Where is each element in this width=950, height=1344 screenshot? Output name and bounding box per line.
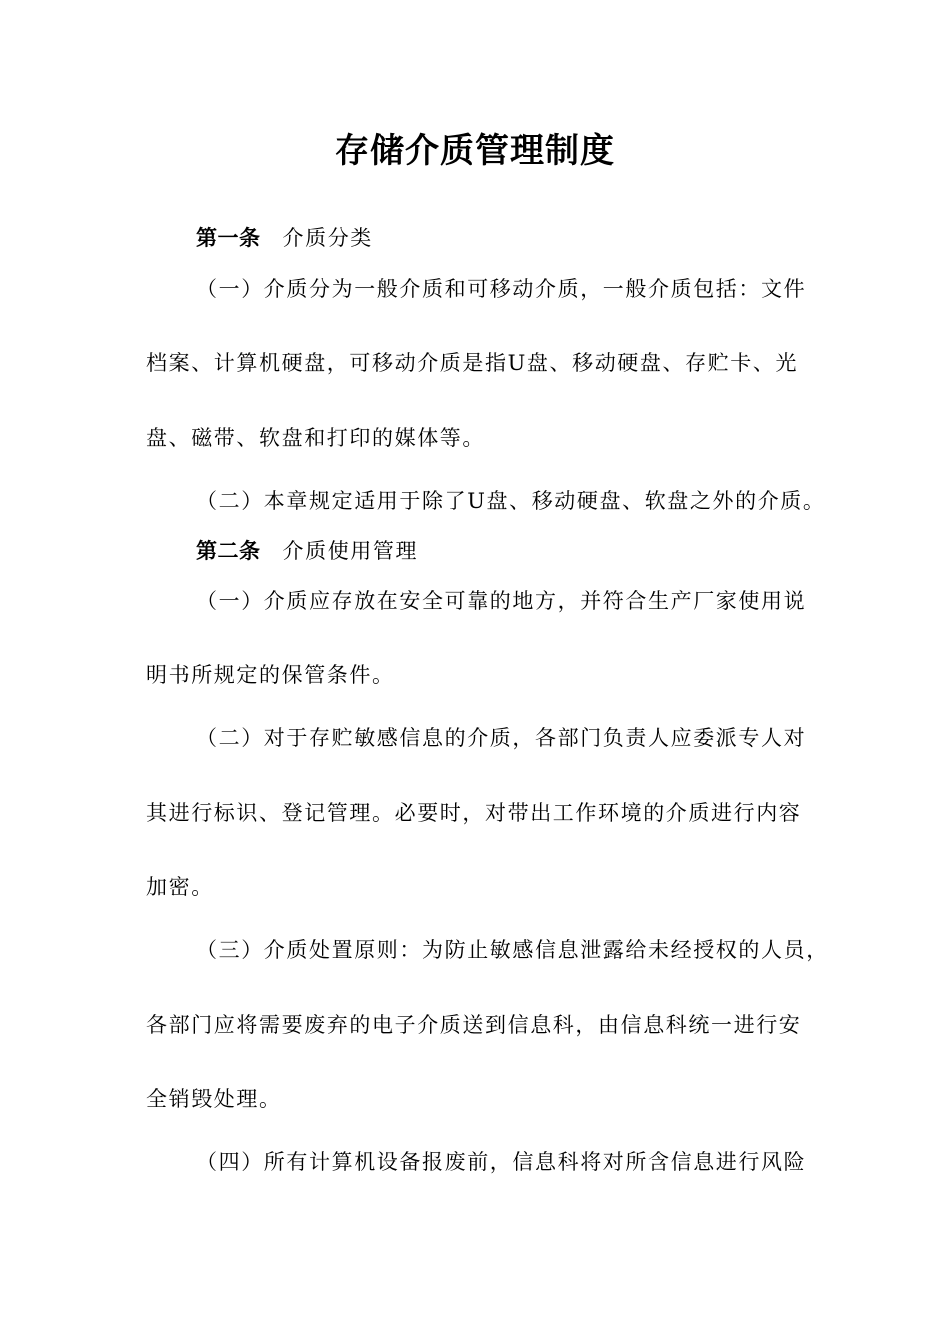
paragraph-line: 盘、磁带、软盘和打印的媒体等。 xyxy=(146,426,485,450)
paragraph-line: （一）介质分为一般介质和可移动介质，一般介质包括：文件 xyxy=(196,277,807,301)
article-1-label: 第一条 xyxy=(196,226,261,250)
paragraph-line: （二）本章规定适用于除了U盘、移动硬盘、软盘之外的介质。 xyxy=(196,489,826,513)
paragraph-line: 其进行标识、登记管理。必要时，对带出工作环境的介质进行内容 xyxy=(146,801,802,825)
paragraph-line: 各部门应将需要废弃的电子介质送到信息科，由信息科统一进行安 xyxy=(146,1013,802,1037)
article-2-label: 第二条 xyxy=(196,539,261,563)
paragraph-line: （一）介质应存放在安全可靠的地方，并符合生产厂家使用说 xyxy=(196,589,807,613)
paragraph-line: 档案、计算机硬盘，可移动介质是指U盘、移动硬盘、存贮卡、光 xyxy=(146,351,799,375)
article-1-heading xyxy=(196,223,876,253)
paragraph-line: （三）介质处置原则：为防止敏感信息泄露给未经授权的人员， xyxy=(196,938,829,962)
article-2-title: 介质使用管理 xyxy=(282,539,419,563)
article-2-heading xyxy=(196,536,876,566)
article-1-title: 介质分类 xyxy=(282,226,373,250)
paragraph-line: 加密。 xyxy=(146,875,214,899)
document-title: 存储介质管理制度 xyxy=(335,131,615,171)
paragraph-line: （四）所有计算机设备报废前，信息科将对所含信息进行风险 xyxy=(196,1150,807,1174)
paragraph-line: 全销毁处理。 xyxy=(146,1087,282,1111)
paragraph-line: （二）对于存贮敏感信息的介质，各部门负责人应委派专人对 xyxy=(196,726,807,750)
paragraph-line: 明书所规定的保管条件。 xyxy=(146,663,395,687)
